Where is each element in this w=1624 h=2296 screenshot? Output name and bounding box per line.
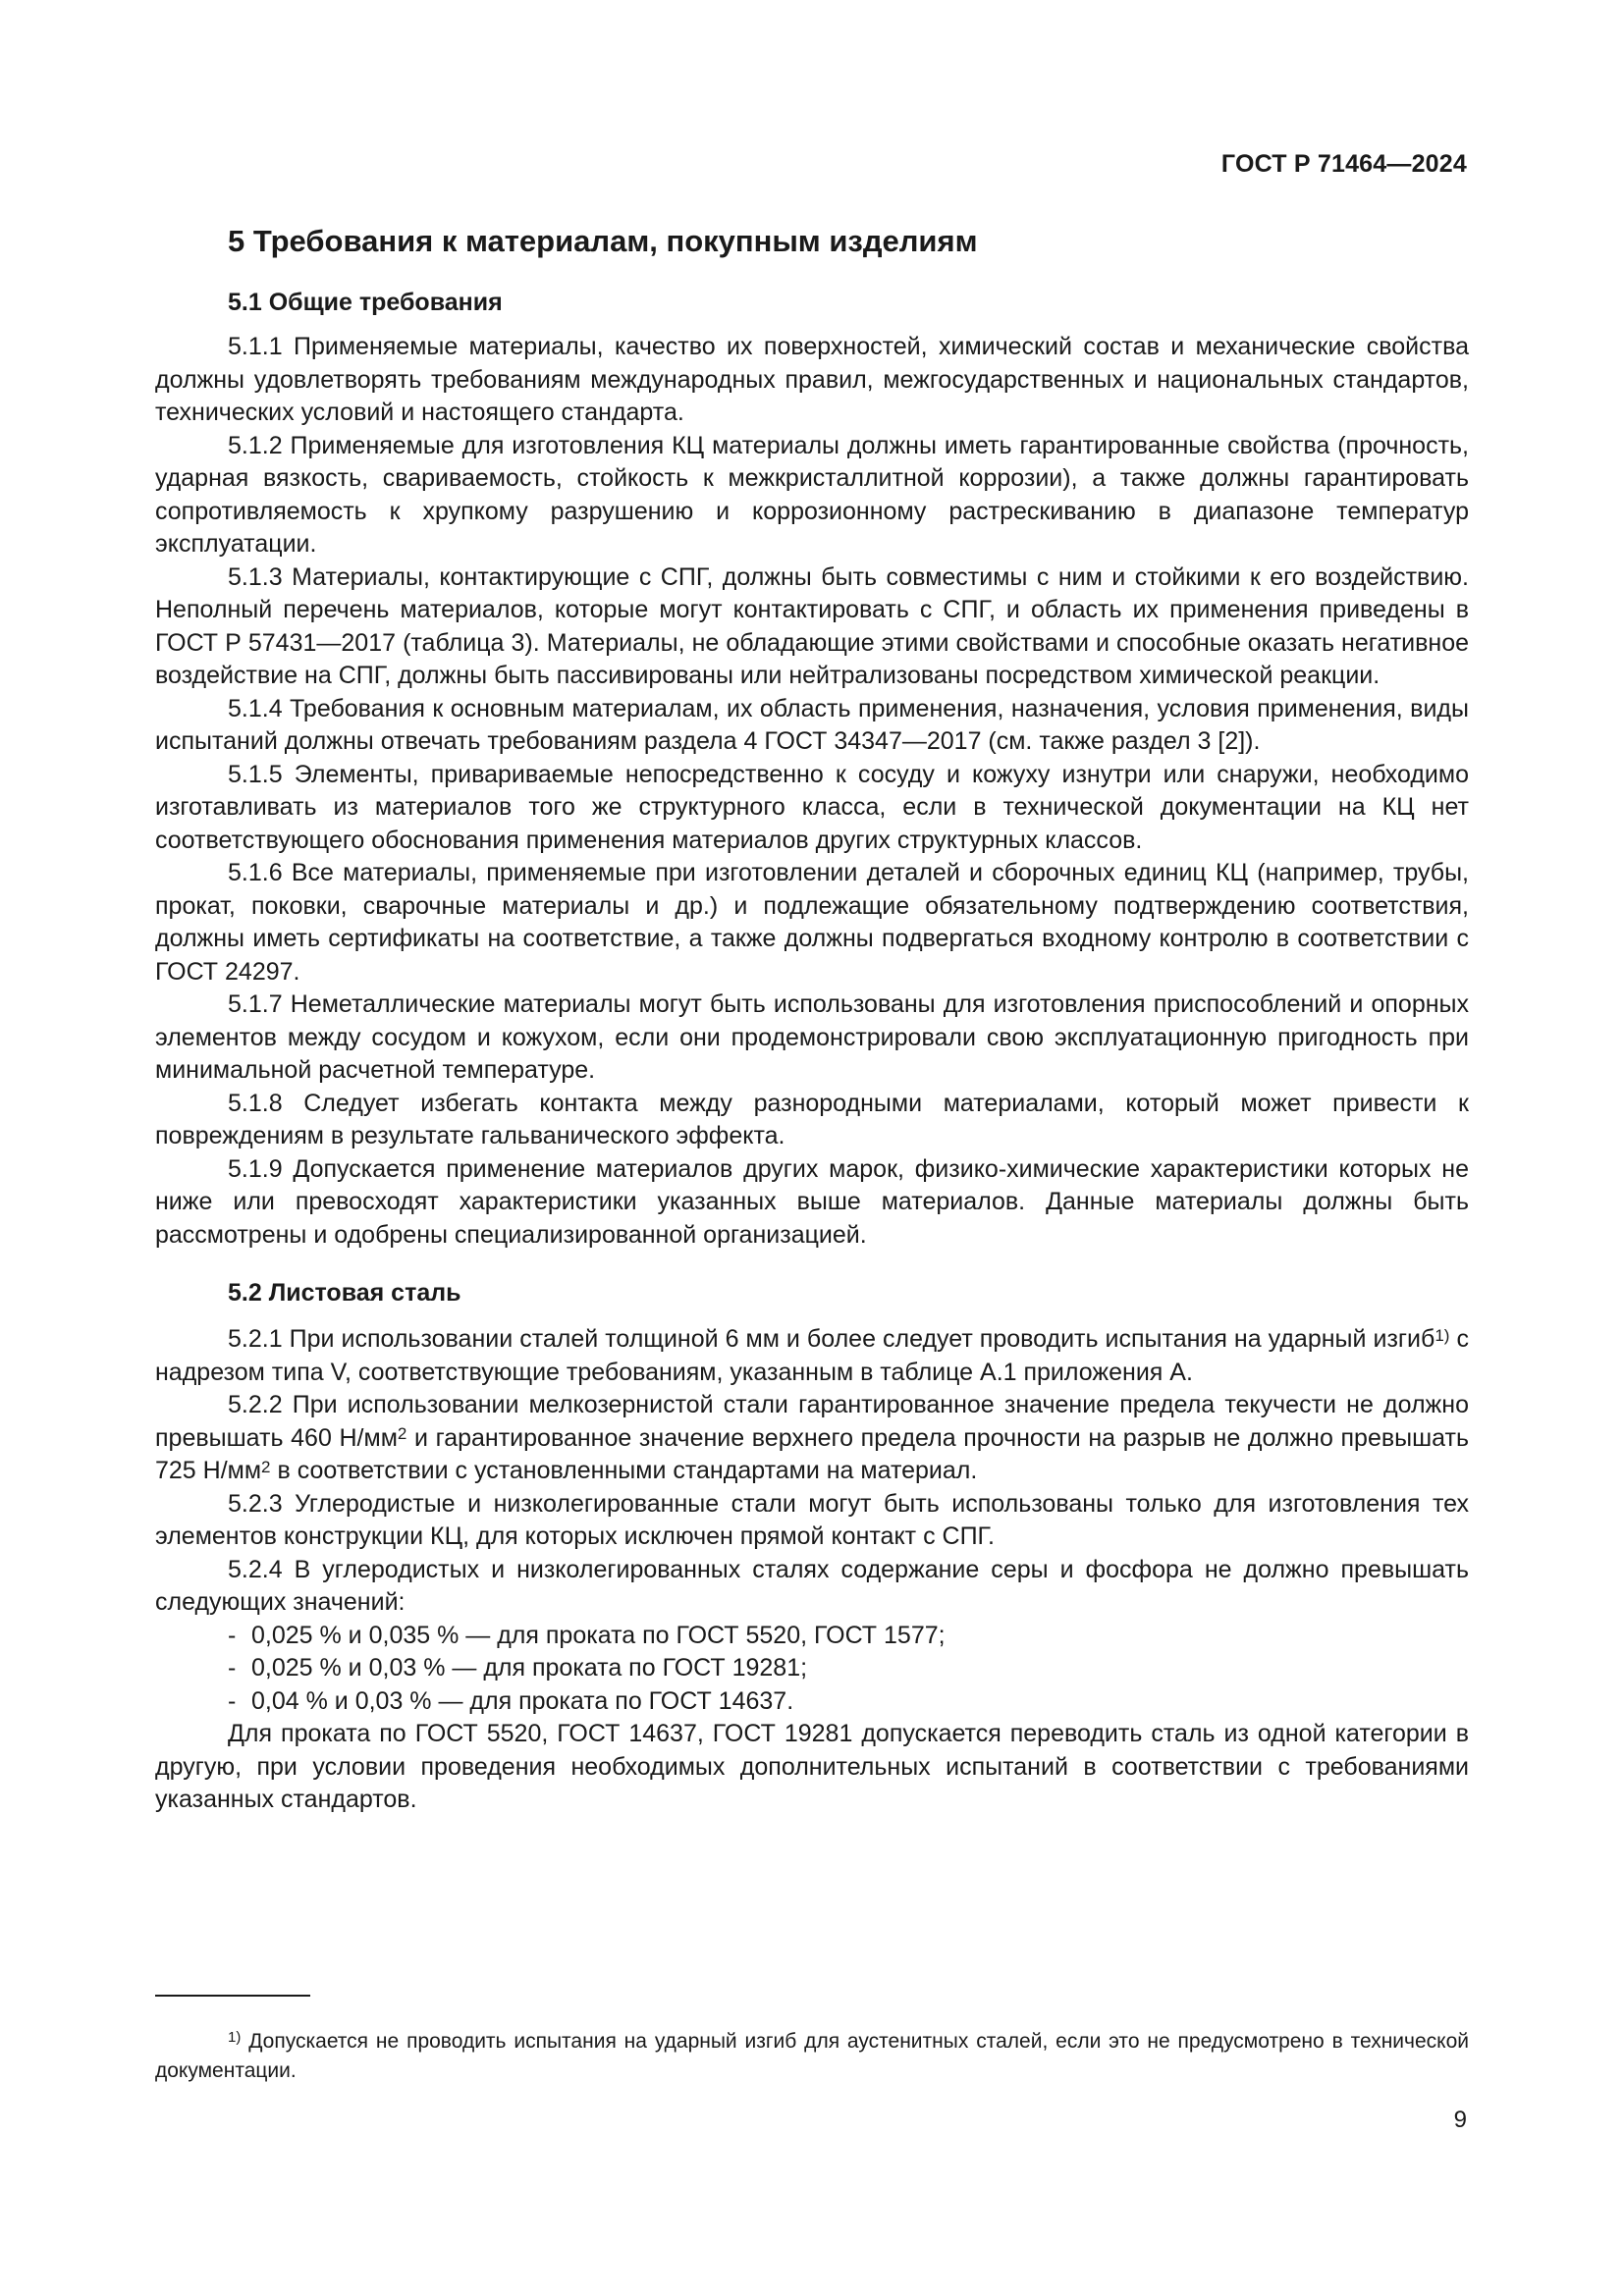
footnote <box>155 2027 1469 2086</box>
paragraph-5-2-2-text-c: в соответствии с установленными стандартами на материал. <box>270 1457 978 1484</box>
list-item <box>155 1685 1469 1719</box>
paragraph-5-2-4-continued: Для проката по ГОСТ 5520, ГОСТ 14637, ГОСТ 19281 допускается переводить сталь из одной категории в другую, при условии проведения необходимых дополнительных испытаний в соответствии с требованиями указанных стандартов. <box>155 1720 1469 1813</box>
superscript-exponent: 2 <box>261 1457 271 1476</box>
paragraph-5-1-5: 5.1.5 Элементы, привариваемые непосредственно к сосуду и кожуху изнутри или снаружи, необходимо изготавливать из материалов того же структурного класса, если в технической документации на КЦ нет соответствующего обоснования применения материалов других структурных классов. <box>155 760 1469 854</box>
document-code: ГОСТ Р 71464—2024 <box>1220 150 1467 178</box>
paragraph-5-2-1 <box>155 1323 1469 1389</box>
list-marker: - <box>228 1654 237 1682</box>
paragraph-5-2-2-text-a: 5.2.2 При использовании мелкозернистой стали гарантированное значение предела текучести не должно превышать 460 Н/мм <box>155 1391 1469 1452</box>
paragraph-5-1-1: 5.1.1 Применяемые материалы, качество их поверхностей, химический состав и механические свойства должны удовлетворять требованиям международных правил, межгосударственных и национальных стандартов, технических условий и настоящего стандарта. <box>155 333 1469 426</box>
list-item-text: 0,025 % и 0,03 % — для проката по ГОСТ 19281; <box>251 1654 808 1682</box>
paragraph-5-2-3: 5.2.3 Углеродистые и низколегированные стали могут быть использованы только для изготовления тех элементов конструкции КЦ, для которых исключен прямой контакт с СПГ. <box>155 1489 1469 1550</box>
paragraph-5-1-3: 5.1.3 Материалы, контактирующие с СПГ, должны быть совместимы с ним и стойкими к его воздействию. Неполный перечень материалов, которые могут контактировать с СПГ, и область их применения приведены в ГОСТ Р 57431—2017 (таблица 3). Материалы, не обладающие этими свойствами и способные оказать негативное воздействие на СПГ, должны быть пассивированы или нейтрализованы посредством химической реакции. <box>155 562 1469 689</box>
footnote-ref: 1) <box>1435 1325 1450 1345</box>
list-item <box>155 1652 1469 1685</box>
paragraph-5-1-6: 5.1.6 Все материалы, применяемые при изготовлении деталей и сборочных единиц КЦ (например, трубы, прокат, поковки, сварочные материалы и др.) и подлежащие обязательному подтверждению соответствия, должны иметь сертификаты на соответствие, а также должны подвергаться входному контролю в соответствии с ГОСТ 24297. <box>155 859 1469 986</box>
footnote-divider <box>155 1995 310 1997</box>
list-item-text: 0,025 % и 0,035 % — для проката по ГОСТ 5520, ГОСТ 1577; <box>251 1621 946 1649</box>
footnote-text: Допускается не проводить испытания на ударный изгиб для аустенитных сталей, если это не предусмотрено в технической документации. <box>155 2030 1469 2082</box>
superscript-exponent: 2 <box>397 1424 407 1444</box>
list-item-text: 0,04 % и 0,03 % — для проката по ГОСТ 14637. <box>251 1686 794 1715</box>
list-item <box>155 1620 1469 1653</box>
paragraph-5-2-1-text-a: 5.2.1 При использовании сталей толщиной 6 мм и более следует проводить испытания на ударный изгиб <box>228 1325 1435 1353</box>
page-number: 9 <box>1453 2107 1467 2133</box>
paragraph-5-2-1-text-b: с надрезом типа V, соответствующие требованиям, указанным в таблице А.1 приложения А. <box>155 1325 1469 1386</box>
paragraph-5-1-9: 5.1.9 Допускается применение материалов других марок, физико-химические характеристики которых не ниже или превосходят характеристики указанных выше материалов. Данные материалы должны быть рассмотрены и одобрены специализированной организацией. <box>155 1154 1469 1249</box>
paragraph-5-1-4: 5.1.4 Требования к основным материалам, их область применения, назначения, условия применения, виды испытаний должны отвечать требованиям раздела 4 ГОСТ 34347—2017 (см. также раздел 3 [2]). <box>155 694 1469 755</box>
paragraph-5-2-2 <box>155 1389 1469 1488</box>
paragraph-5-1-2: 5.1.2 Применяемые для изготовления КЦ материалы должны иметь гарантированные свойства (прочность, ударная вязкость, свариваемость, стойкость к межкристаллитной коррозии), а также должны гарантировать сопротивляемость к хрупкому разрушению и коррозионному растрескиванию в диапазоне температур эксплуатации. <box>155 431 1469 558</box>
page-content <box>155 222 1469 1817</box>
paragraph-5-2-2-text-b: и гарантированное значение верхнего предела прочности на разрыв не должно превышать 725 Н/мм <box>155 1423 1470 1484</box>
list-marker: - <box>228 1686 237 1715</box>
paragraph-5-1-8: 5.1.8 Следует избегать контакта между разнородными материалами, который может привести к повреждениям в результате гальванического эффекта. <box>155 1089 1469 1149</box>
list-marker: - <box>228 1621 237 1649</box>
paragraph-5-2-4: 5.2.4 В углеродистых и низколегированных сталях содержание серы и фосфора не должно превышать следующих значений: <box>155 1555 1469 1616</box>
section-5-1-title: 5.1 Общие требования <box>228 289 503 316</box>
paragraph-5-1-7: 5.1.7 Неметаллические материалы могут быть использованы для изготовления приспособлений и опорных элементов между сосудом и кожухом, если они продемонстрировали свою эксплуатационную пригодность при минимальной расчетной температуре. <box>155 990 1469 1084</box>
section-5-2-title: 5.2 Листовая сталь <box>228 1279 461 1307</box>
footnote-marker: 1) <box>228 2029 242 2046</box>
section-5-title: 5 Требования к материалам, покупным изделиям <box>228 224 978 258</box>
